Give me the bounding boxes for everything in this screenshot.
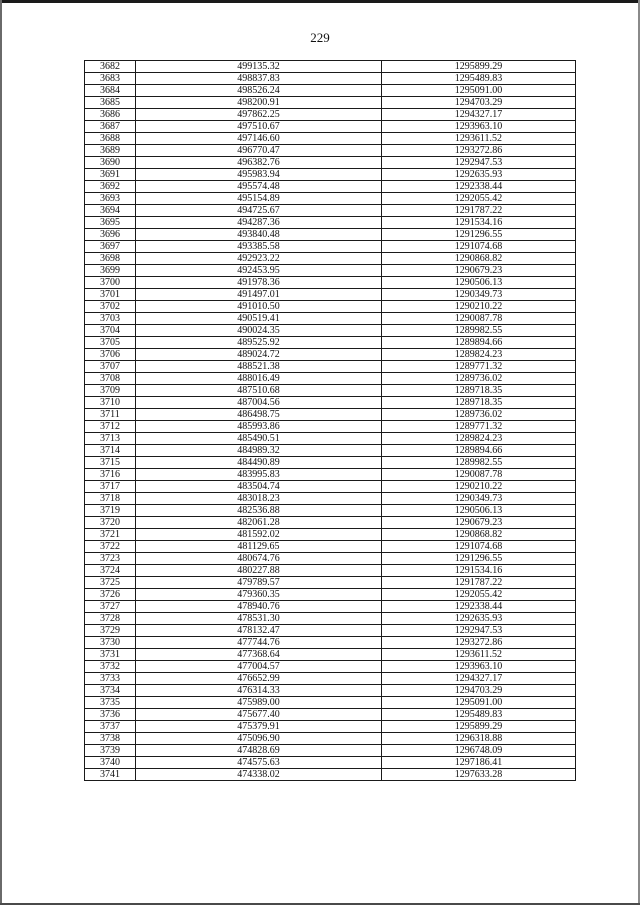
y-coordinate-cell: 1290349.73 bbox=[382, 289, 576, 301]
point-number-cell: 3719 bbox=[85, 505, 136, 517]
y-coordinate-cell: 1295489.83 bbox=[382, 709, 576, 721]
point-number-cell: 3703 bbox=[85, 313, 136, 325]
table-row bbox=[85, 133, 576, 145]
table-row bbox=[85, 757, 576, 769]
table-row bbox=[85, 193, 576, 205]
x-coordinate-cell: 491978.36 bbox=[136, 277, 382, 289]
x-coordinate-cell: 488521.38 bbox=[136, 361, 382, 373]
point-number-cell: 3716 bbox=[85, 469, 136, 481]
y-coordinate-cell: 1290506.13 bbox=[382, 505, 576, 517]
x-coordinate-cell: 488016.49 bbox=[136, 373, 382, 385]
table-row bbox=[85, 709, 576, 721]
x-coordinate-cell: 498526.24 bbox=[136, 85, 382, 97]
x-coordinate-cell: 495154.89 bbox=[136, 193, 382, 205]
point-number-cell: 3708 bbox=[85, 373, 136, 385]
x-coordinate-cell: 490519.41 bbox=[136, 313, 382, 325]
point-number-cell: 3700 bbox=[85, 277, 136, 289]
table-row bbox=[85, 277, 576, 289]
table-row bbox=[85, 469, 576, 481]
point-number-cell: 3689 bbox=[85, 145, 136, 157]
x-coordinate-cell: 497510.67 bbox=[136, 121, 382, 133]
point-number-cell: 3723 bbox=[85, 553, 136, 565]
table-row bbox=[85, 565, 576, 577]
x-coordinate-cell: 484490.89 bbox=[136, 457, 382, 469]
table-row bbox=[85, 529, 576, 541]
table-row bbox=[85, 325, 576, 337]
y-coordinate-cell: 1295091.00 bbox=[382, 697, 576, 709]
table-row bbox=[85, 97, 576, 109]
table-row bbox=[85, 541, 576, 553]
point-number-cell: 3713 bbox=[85, 433, 136, 445]
y-coordinate-cell: 1289771.32 bbox=[382, 361, 576, 373]
table-row bbox=[85, 217, 576, 229]
point-number-cell: 3734 bbox=[85, 685, 136, 697]
x-coordinate-cell: 475989.00 bbox=[136, 697, 382, 709]
y-coordinate-cell: 1292055.42 bbox=[382, 193, 576, 205]
coordinates-table-body bbox=[85, 61, 576, 781]
x-coordinate-cell: 489024.72 bbox=[136, 349, 382, 361]
y-coordinate-cell: 1293611.52 bbox=[382, 649, 576, 661]
y-coordinate-cell: 1290087.78 bbox=[382, 313, 576, 325]
point-number-cell: 3690 bbox=[85, 157, 136, 169]
table-row bbox=[85, 73, 576, 85]
point-number-cell: 3735 bbox=[85, 697, 136, 709]
y-coordinate-cell: 1295899.29 bbox=[382, 61, 576, 73]
x-coordinate-cell: 474575.63 bbox=[136, 757, 382, 769]
table-row bbox=[85, 385, 576, 397]
table-row bbox=[85, 625, 576, 637]
x-coordinate-cell: 493840.48 bbox=[136, 229, 382, 241]
point-number-cell: 3691 bbox=[85, 169, 136, 181]
x-coordinate-cell: 479360.35 bbox=[136, 589, 382, 601]
x-coordinate-cell: 491497.01 bbox=[136, 289, 382, 301]
point-number-cell: 3726 bbox=[85, 589, 136, 601]
x-coordinate-cell: 477368.64 bbox=[136, 649, 382, 661]
y-coordinate-cell: 1292947.53 bbox=[382, 625, 576, 637]
table-row bbox=[85, 433, 576, 445]
y-coordinate-cell: 1290506.13 bbox=[382, 277, 576, 289]
x-coordinate-cell: 489525.92 bbox=[136, 337, 382, 349]
table-row bbox=[85, 445, 576, 457]
point-number-cell: 3712 bbox=[85, 421, 136, 433]
y-coordinate-cell: 1290210.22 bbox=[382, 481, 576, 493]
point-number-cell: 3732 bbox=[85, 661, 136, 673]
point-number-cell: 3685 bbox=[85, 97, 136, 109]
table-row bbox=[85, 181, 576, 193]
point-number-cell: 3731 bbox=[85, 649, 136, 661]
y-coordinate-cell: 1289982.55 bbox=[382, 325, 576, 337]
page-number: 229 bbox=[310, 30, 330, 45]
y-coordinate-cell: 1289718.35 bbox=[382, 385, 576, 397]
table-row bbox=[85, 721, 576, 733]
table-row bbox=[85, 61, 576, 73]
point-number-cell: 3717 bbox=[85, 481, 136, 493]
y-coordinate-cell: 1293963.10 bbox=[382, 661, 576, 673]
x-coordinate-cell: 495983.94 bbox=[136, 169, 382, 181]
point-number-cell: 3707 bbox=[85, 361, 136, 373]
point-number-cell: 3710 bbox=[85, 397, 136, 409]
y-coordinate-cell: 1296748.09 bbox=[382, 745, 576, 757]
table-row bbox=[85, 145, 576, 157]
point-number-cell: 3686 bbox=[85, 109, 136, 121]
y-coordinate-cell: 1289894.66 bbox=[382, 337, 576, 349]
point-number-cell: 3714 bbox=[85, 445, 136, 457]
table-row bbox=[85, 313, 576, 325]
y-coordinate-cell: 1290679.23 bbox=[382, 517, 576, 529]
x-coordinate-cell: 477744.76 bbox=[136, 637, 382, 649]
x-coordinate-cell: 496770.47 bbox=[136, 145, 382, 157]
x-coordinate-cell: 475379.91 bbox=[136, 721, 382, 733]
table-row bbox=[85, 733, 576, 745]
y-coordinate-cell: 1296318.88 bbox=[382, 733, 576, 745]
x-coordinate-cell: 478531.30 bbox=[136, 613, 382, 625]
point-number-cell: 3722 bbox=[85, 541, 136, 553]
table-row bbox=[85, 517, 576, 529]
table-row bbox=[85, 769, 576, 781]
y-coordinate-cell: 1289982.55 bbox=[382, 457, 576, 469]
y-coordinate-cell: 1289894.66 bbox=[382, 445, 576, 457]
y-coordinate-cell: 1297633.28 bbox=[382, 769, 576, 781]
y-coordinate-cell: 1290868.82 bbox=[382, 529, 576, 541]
point-number-cell: 3688 bbox=[85, 133, 136, 145]
y-coordinate-cell: 1290087.78 bbox=[382, 469, 576, 481]
x-coordinate-cell: 480227.88 bbox=[136, 565, 382, 577]
table-row bbox=[85, 637, 576, 649]
table-row bbox=[85, 85, 576, 97]
x-coordinate-cell: 479789.57 bbox=[136, 577, 382, 589]
table-row bbox=[85, 109, 576, 121]
x-coordinate-cell: 492453.95 bbox=[136, 265, 382, 277]
y-coordinate-cell: 1289824.23 bbox=[382, 349, 576, 361]
x-coordinate-cell: 477004.57 bbox=[136, 661, 382, 673]
x-coordinate-cell: 496382.76 bbox=[136, 157, 382, 169]
x-coordinate-cell: 483018.23 bbox=[136, 493, 382, 505]
table-row bbox=[85, 613, 576, 625]
table-row bbox=[85, 361, 576, 373]
table-row bbox=[85, 601, 576, 613]
table-row bbox=[85, 505, 576, 517]
x-coordinate-cell: 476652.99 bbox=[136, 673, 382, 685]
table-row bbox=[85, 589, 576, 601]
x-coordinate-cell: 485490.51 bbox=[136, 433, 382, 445]
table-row bbox=[85, 349, 576, 361]
x-coordinate-cell: 487510.68 bbox=[136, 385, 382, 397]
y-coordinate-cell: 1293272.86 bbox=[382, 145, 576, 157]
table-row bbox=[85, 649, 576, 661]
point-number-cell: 3711 bbox=[85, 409, 136, 421]
y-coordinate-cell: 1292338.44 bbox=[382, 181, 576, 193]
table-row bbox=[85, 241, 576, 253]
y-coordinate-cell: 1290679.23 bbox=[382, 265, 576, 277]
point-number-cell: 3702 bbox=[85, 301, 136, 313]
point-number-cell: 3729 bbox=[85, 625, 136, 637]
point-number-cell: 3701 bbox=[85, 289, 136, 301]
y-coordinate-cell: 1289718.35 bbox=[382, 397, 576, 409]
x-coordinate-cell: 474828.69 bbox=[136, 745, 382, 757]
x-coordinate-cell: 474338.02 bbox=[136, 769, 382, 781]
point-number-cell: 3728 bbox=[85, 613, 136, 625]
x-coordinate-cell: 483995.83 bbox=[136, 469, 382, 481]
y-coordinate-cell: 1292635.93 bbox=[382, 613, 576, 625]
table-row bbox=[85, 337, 576, 349]
x-coordinate-cell: 497146.60 bbox=[136, 133, 382, 145]
coordinates-table bbox=[84, 60, 576, 781]
table-row bbox=[85, 373, 576, 385]
point-number-cell: 3694 bbox=[85, 205, 136, 217]
x-coordinate-cell: 485993.86 bbox=[136, 421, 382, 433]
point-number-cell: 3720 bbox=[85, 517, 136, 529]
point-number-cell: 3705 bbox=[85, 337, 136, 349]
y-coordinate-cell: 1291787.22 bbox=[382, 577, 576, 589]
y-coordinate-cell: 1289736.02 bbox=[382, 373, 576, 385]
x-coordinate-cell: 490024.35 bbox=[136, 325, 382, 337]
x-coordinate-cell: 494287.36 bbox=[136, 217, 382, 229]
table-row bbox=[85, 673, 576, 685]
y-coordinate-cell: 1294703.29 bbox=[382, 685, 576, 697]
y-coordinate-cell: 1292947.53 bbox=[382, 157, 576, 169]
x-coordinate-cell: 499135.32 bbox=[136, 61, 382, 73]
point-number-cell: 3718 bbox=[85, 493, 136, 505]
point-number-cell: 3692 bbox=[85, 181, 136, 193]
point-number-cell: 3704 bbox=[85, 325, 136, 337]
y-coordinate-cell: 1292338.44 bbox=[382, 601, 576, 613]
x-coordinate-cell: 494725.67 bbox=[136, 205, 382, 217]
point-number-cell: 3738 bbox=[85, 733, 136, 745]
table-row bbox=[85, 157, 576, 169]
y-coordinate-cell: 1295899.29 bbox=[382, 721, 576, 733]
x-coordinate-cell: 478940.76 bbox=[136, 601, 382, 613]
point-number-cell: 3715 bbox=[85, 457, 136, 469]
point-number-cell: 3724 bbox=[85, 565, 136, 577]
table-row bbox=[85, 289, 576, 301]
table-row bbox=[85, 229, 576, 241]
x-coordinate-cell: 487004.56 bbox=[136, 397, 382, 409]
table-row bbox=[85, 397, 576, 409]
y-coordinate-cell: 1291074.68 bbox=[382, 241, 576, 253]
x-coordinate-cell: 482536.88 bbox=[136, 505, 382, 517]
y-coordinate-cell: 1291787.22 bbox=[382, 205, 576, 217]
y-coordinate-cell: 1291534.16 bbox=[382, 565, 576, 577]
x-coordinate-cell: 497862.25 bbox=[136, 109, 382, 121]
point-number-cell: 3693 bbox=[85, 193, 136, 205]
table-row bbox=[85, 265, 576, 277]
x-coordinate-cell: 481592.02 bbox=[136, 529, 382, 541]
table-row bbox=[85, 685, 576, 697]
y-coordinate-cell: 1291074.68 bbox=[382, 541, 576, 553]
scan-edge-left bbox=[0, 0, 2, 905]
point-number-cell: 3730 bbox=[85, 637, 136, 649]
table-row bbox=[85, 169, 576, 181]
point-number-cell: 3727 bbox=[85, 601, 136, 613]
y-coordinate-cell: 1290210.22 bbox=[382, 301, 576, 313]
point-number-cell: 3721 bbox=[85, 529, 136, 541]
x-coordinate-cell: 481129.65 bbox=[136, 541, 382, 553]
x-coordinate-cell: 498200.91 bbox=[136, 97, 382, 109]
y-coordinate-cell: 1289824.23 bbox=[382, 433, 576, 445]
table-row bbox=[85, 697, 576, 709]
point-number-cell: 3698 bbox=[85, 253, 136, 265]
y-coordinate-cell: 1292055.42 bbox=[382, 589, 576, 601]
x-coordinate-cell: 482061.28 bbox=[136, 517, 382, 529]
y-coordinate-cell: 1292635.93 bbox=[382, 169, 576, 181]
point-number-cell: 3740 bbox=[85, 757, 136, 769]
y-coordinate-cell: 1291534.16 bbox=[382, 217, 576, 229]
y-coordinate-cell: 1290868.82 bbox=[382, 253, 576, 265]
x-coordinate-cell: 486498.75 bbox=[136, 409, 382, 421]
table-row bbox=[85, 553, 576, 565]
point-number-cell: 3725 bbox=[85, 577, 136, 589]
point-number-cell: 3697 bbox=[85, 241, 136, 253]
y-coordinate-cell: 1295091.00 bbox=[382, 85, 576, 97]
point-number-cell: 3709 bbox=[85, 385, 136, 397]
x-coordinate-cell: 478132.47 bbox=[136, 625, 382, 637]
x-coordinate-cell: 475096.90 bbox=[136, 733, 382, 745]
y-coordinate-cell: 1291296.55 bbox=[382, 229, 576, 241]
table-row bbox=[85, 121, 576, 133]
y-coordinate-cell: 1291296.55 bbox=[382, 553, 576, 565]
point-number-cell: 3736 bbox=[85, 709, 136, 721]
point-number-cell: 3739 bbox=[85, 745, 136, 757]
point-number-cell: 3696 bbox=[85, 229, 136, 241]
table-row bbox=[85, 745, 576, 757]
table-row bbox=[85, 481, 576, 493]
y-coordinate-cell: 1295489.83 bbox=[382, 73, 576, 85]
x-coordinate-cell: 491010.50 bbox=[136, 301, 382, 313]
y-coordinate-cell: 1294327.17 bbox=[382, 673, 576, 685]
point-number-cell: 3741 bbox=[85, 769, 136, 781]
y-coordinate-cell: 1297186.41 bbox=[382, 757, 576, 769]
table-row bbox=[85, 493, 576, 505]
y-coordinate-cell: 1289771.32 bbox=[382, 421, 576, 433]
y-coordinate-cell: 1289736.02 bbox=[382, 409, 576, 421]
point-number-cell: 3684 bbox=[85, 85, 136, 97]
x-coordinate-cell: 498837.83 bbox=[136, 73, 382, 85]
point-number-cell: 3699 bbox=[85, 265, 136, 277]
table-row bbox=[85, 301, 576, 313]
table-row bbox=[85, 661, 576, 673]
x-coordinate-cell: 495574.48 bbox=[136, 181, 382, 193]
y-coordinate-cell: 1290349.73 bbox=[382, 493, 576, 505]
x-coordinate-cell: 483504.74 bbox=[136, 481, 382, 493]
x-coordinate-cell: 493385.58 bbox=[136, 241, 382, 253]
table-row bbox=[85, 253, 576, 265]
y-coordinate-cell: 1293611.52 bbox=[382, 133, 576, 145]
y-coordinate-cell: 1294327.17 bbox=[382, 109, 576, 121]
table-row bbox=[85, 421, 576, 433]
table-row bbox=[85, 409, 576, 421]
table-row bbox=[85, 205, 576, 217]
table-row bbox=[85, 457, 576, 469]
table-row bbox=[85, 577, 576, 589]
point-number-cell: 3695 bbox=[85, 217, 136, 229]
x-coordinate-cell: 476314.33 bbox=[136, 685, 382, 697]
point-number-cell: 3706 bbox=[85, 349, 136, 361]
x-coordinate-cell: 484989.32 bbox=[136, 445, 382, 457]
scan-edge-top bbox=[0, 0, 640, 3]
point-number-cell: 3733 bbox=[85, 673, 136, 685]
point-number-cell: 3682 bbox=[85, 61, 136, 73]
y-coordinate-cell: 1293963.10 bbox=[382, 121, 576, 133]
x-coordinate-cell: 492923.22 bbox=[136, 253, 382, 265]
x-coordinate-cell: 480674.76 bbox=[136, 553, 382, 565]
y-coordinate-cell: 1294703.29 bbox=[382, 97, 576, 109]
y-coordinate-cell: 1293272.86 bbox=[382, 637, 576, 649]
point-number-cell: 3683 bbox=[85, 73, 136, 85]
point-number-cell: 3687 bbox=[85, 121, 136, 133]
x-coordinate-cell: 475677.40 bbox=[136, 709, 382, 721]
point-number-cell: 3737 bbox=[85, 721, 136, 733]
